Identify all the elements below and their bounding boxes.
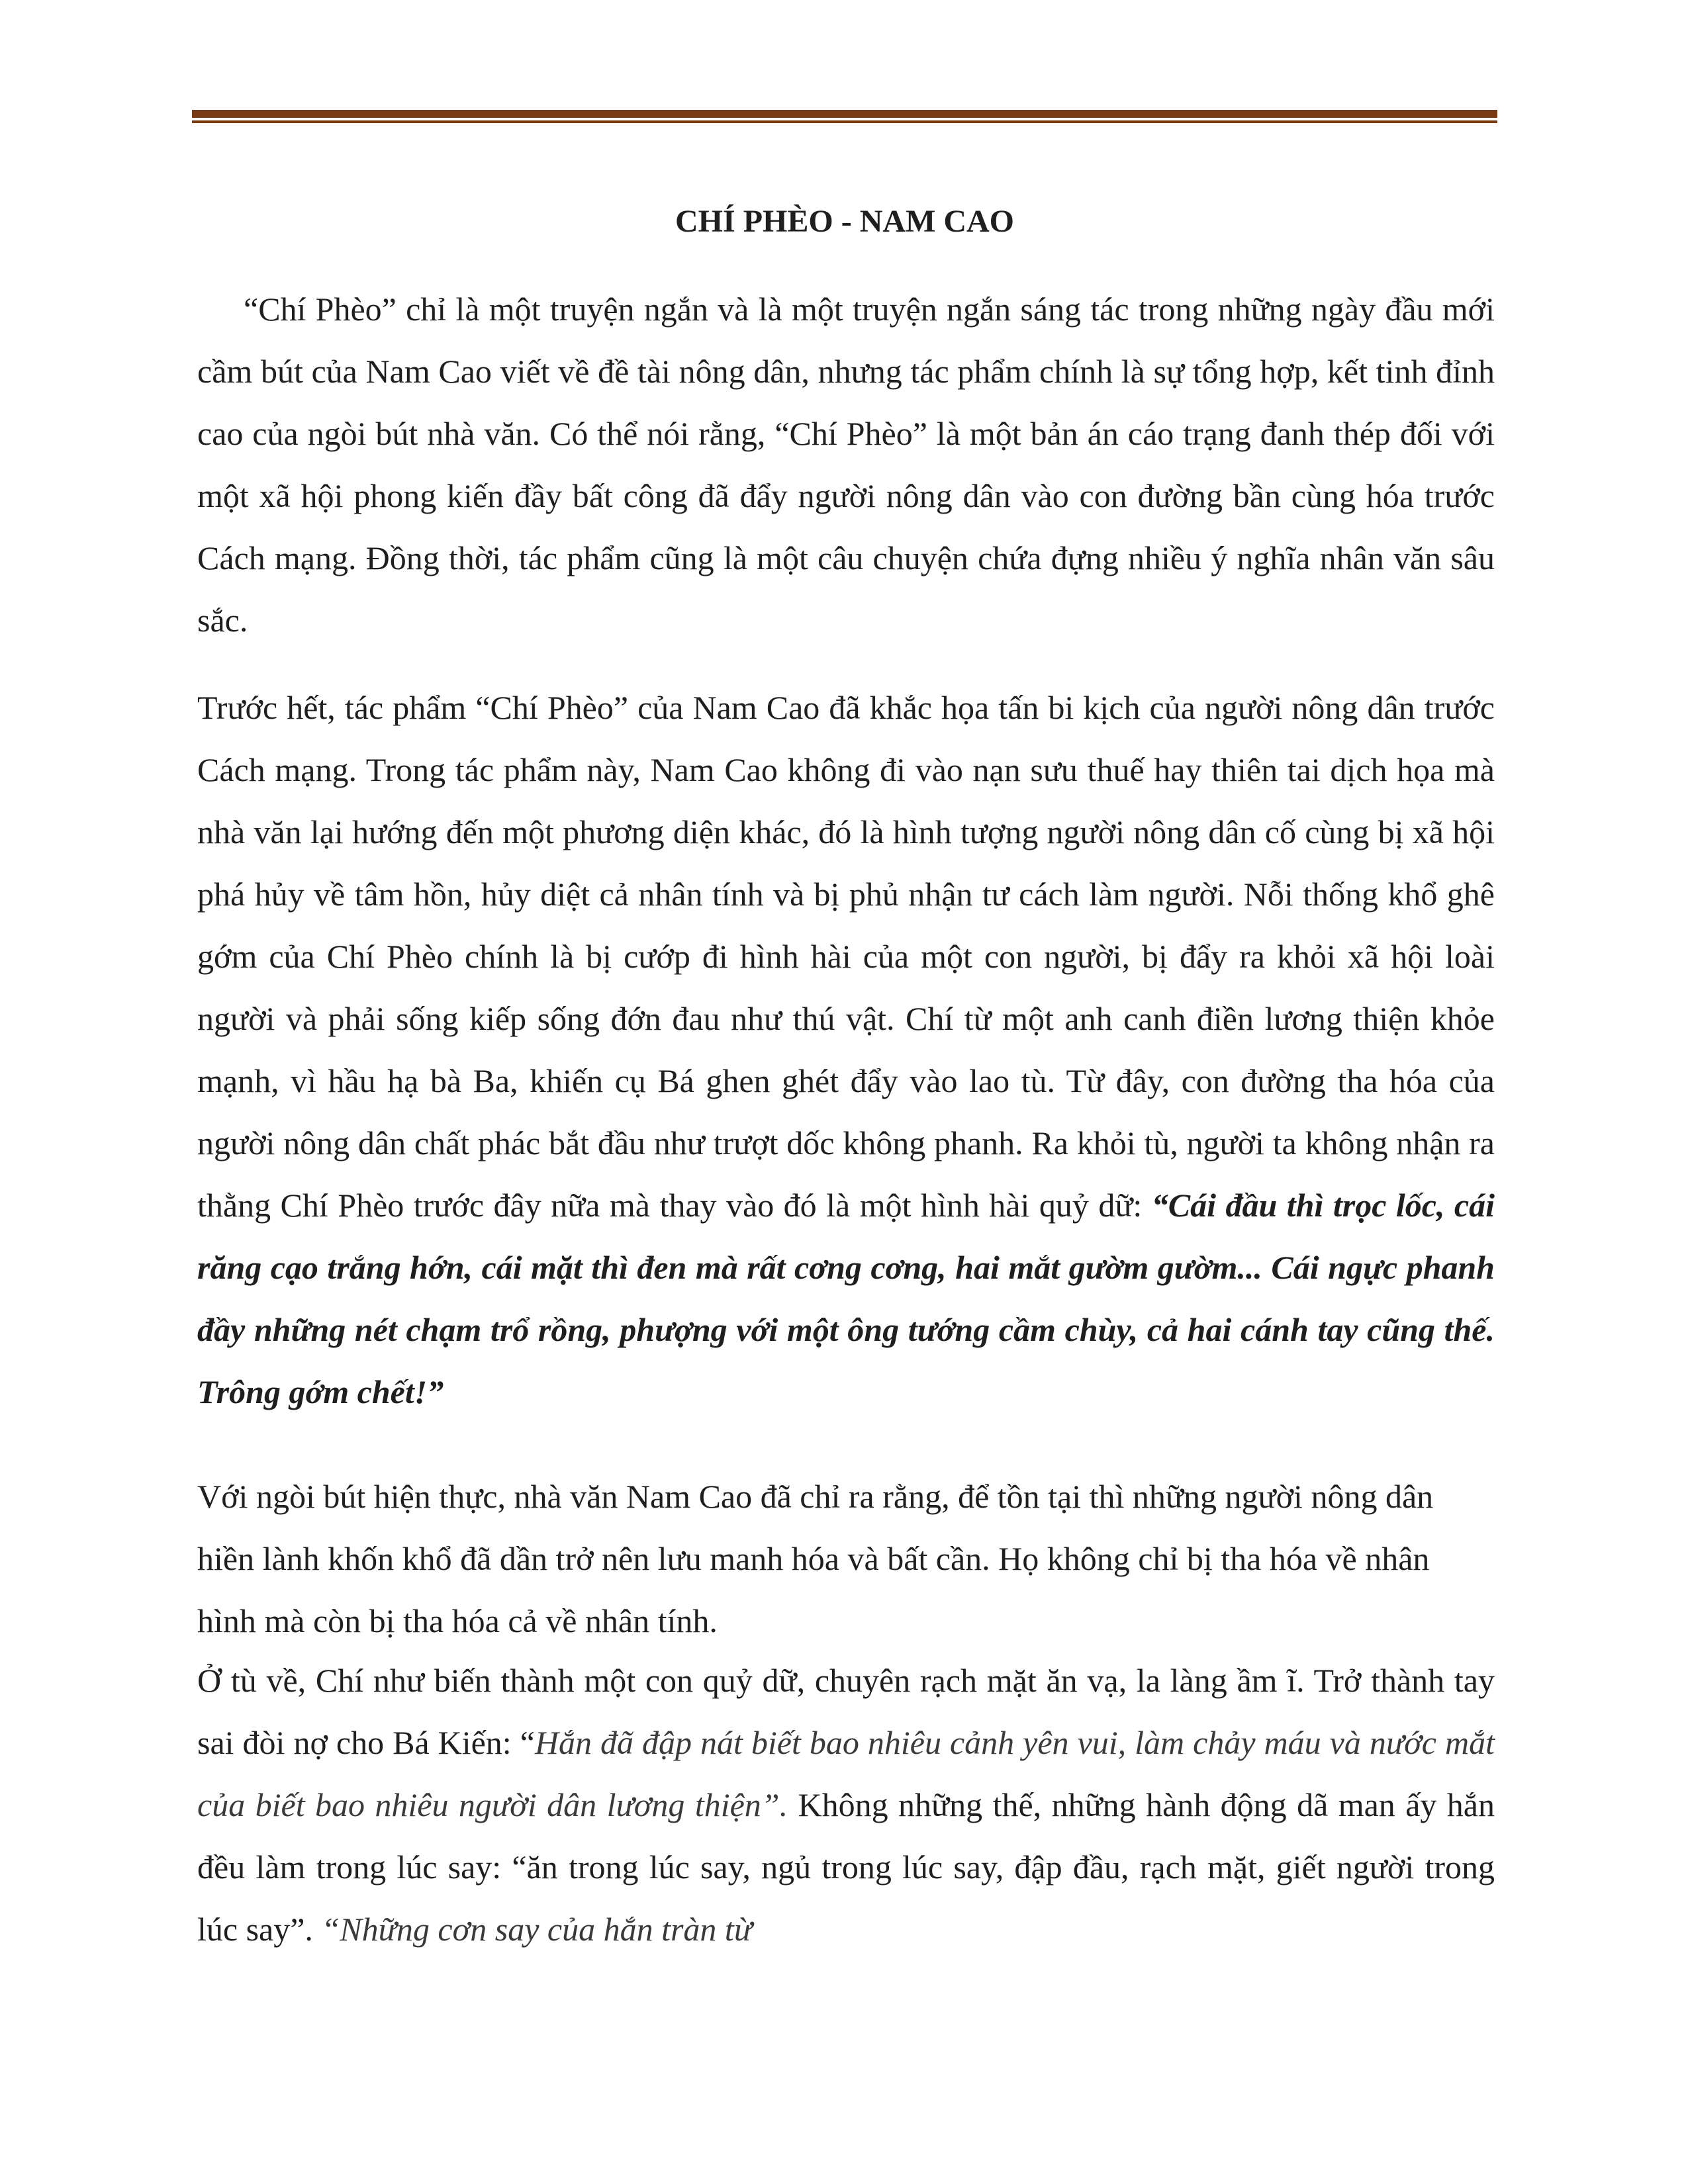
quote-drunk: “Những cơn say của hắn tràn từ: [321, 1911, 753, 1948]
header-rule: [192, 110, 1497, 118]
quote-description: “Cái đầu thì trọc lốc, cái răng cạo trắng hớn, cái mặt thì đen mà rất cơng cơng, hai mắt gườm gườm... Cái ngực phanh đầy những nét chạm trổ rồng, phượng với một ông tướng cầm chùy, cả hai cánh tay cũng thế. Trông gớm chết!”: [197, 1187, 1495, 1410]
paragraph-prison-text-a: Ở tù về, Chí như biến thành một con quỷ dữ, chuyên rạch mặt ăn vạ, la làng ầm ĩ. Trở thành tay sai đòi nợ cho Bá Kiến: “: [197, 1662, 1495, 1761]
paragraph-prison: [197, 1649, 1495, 1960]
paragraph-realism: Với ngòi bút hiện thực, nhà văn Nam Cao đã chỉ ra rằng, để tồn tại thì những người nông dân hiền lành khốn khổ đã dần trở nên lưu manh hóa và bất cần. Họ không chỉ bị tha hóa về nhân hình mà còn bị tha hóa cả về nhân tính.: [197, 1478, 1434, 1639]
document-title: CHÍ PHÈO - NAM CAO: [675, 204, 1014, 239]
paragraph-intro: “Chí Phèo” chỉ là một truyện ngắn và là một truyện ngắn sáng tác trong những ngày đầu mới cầm bút của Nam Cao viết về đề tài nông dân, nhưng tác phẩm chính là sự tổng hợp, kết tinh đỉnh cao của ngòi bút nhà văn. Có thể nói rằng, “Chí Phèo” là một bản án cáo trạng đanh thép đối với một xã hội phong kiến đầy bất công đã đẩy người nông dân vào con đường bần cùng hóa trước Cách mạng. Đồng thời, tác phẩm cũng là một câu chuyện chứa đựng nhiều ý nghĩa nhân văn sâu sắc.: [197, 291, 1495, 639]
paragraph-tragedy: [197, 676, 1495, 1423]
paragraph-tragedy-text: Trước hết, tác phẩm “Chí Phèo” của Nam Cao đã khắc họa tấn bi kịch của người nông dân trước Cách mạng. Trong tác phẩm này, Nam Cao không đi vào nạn sưu thuế hay thiên tai dịch họa mà nhà văn lại hướng đến một phương diện khác, đó là hình tượng người nông dân cố cùng bị xã hội phá hủy về tâm hồn, hủy diệt cả nhân tính và bị phủ nhận tư cách làm người. Nỗi thống khổ ghê gớm của Chí Phèo chính là bị cướp đi hình hài của một con người, bị đẩy ra khỏi xã hội loài người và phải sống kiếp sống đớn đau như thú vật. Chí từ một anh canh điền lương thiện khỏe mạnh, vì hầu hạ bà Ba, khiến cụ Bá ghen ghét đẩy vào lao tù. Từ đây, con đường tha hóa của người nông dân chất phác bắt đầu như trượt dốc không phanh. Ra khỏi tù, người ta không nhận ra thằng Chí Phèo trước đây nữa mà thay vào đó là một hình hài quỷ dữ:: [197, 689, 1495, 1224]
quote-villain: Hắn đã đập nát biết bao nhiêu cảnh yên vui, làm chảy máu và nước mắt của biết bao nhiêu người dân lương thiện”.: [197, 1724, 1495, 1823]
paragraph-prison-text-b: Không những thế, những hành động dã man ấy hắn đều làm trong lúc say: “ăn trong lúc say, ngủ trong lúc say, đập đầu, rạch mặt, giết người trong lúc say”.: [197, 1786, 1495, 1948]
header-rule-thin: [192, 120, 1497, 123]
